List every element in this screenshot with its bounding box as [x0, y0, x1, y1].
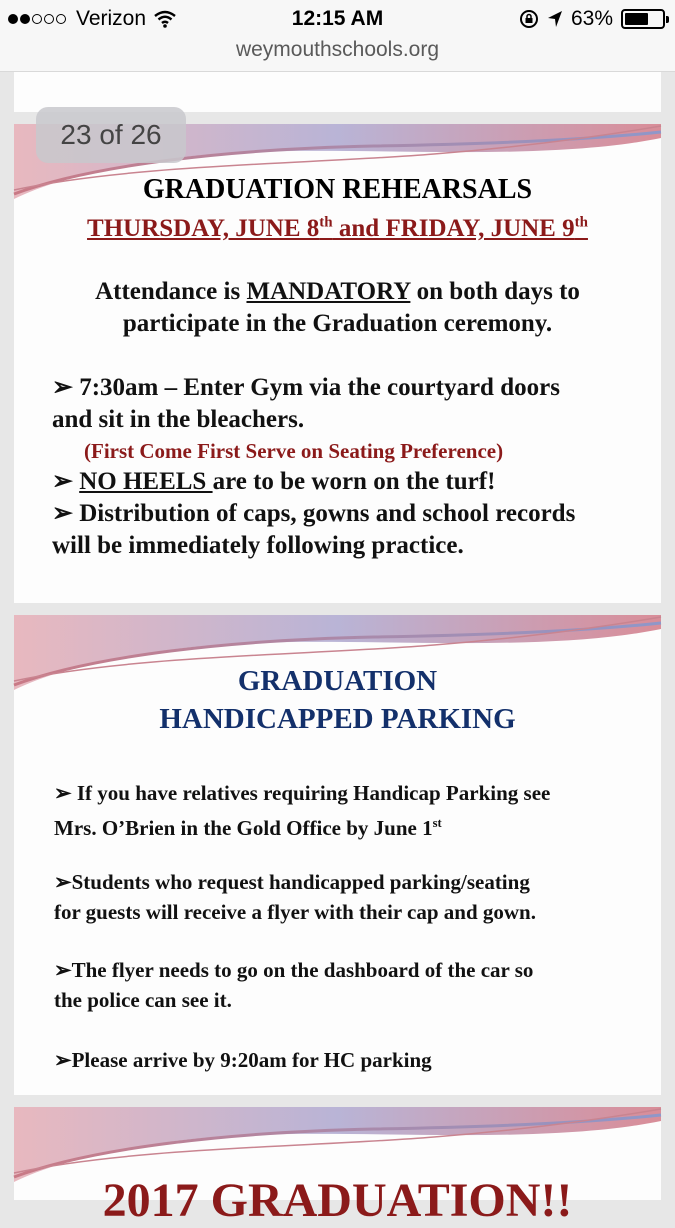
parking-item-2-line1: ➢Students who request handicapped parking/seating [54, 870, 530, 894]
bullet-distribution-line2: will be immediately following practice. [52, 532, 464, 559]
parking-item-1 [54, 778, 654, 843]
carrier-name: Verizon [76, 7, 147, 30]
parking-item-2 [54, 867, 654, 927]
rotation-lock-icon [519, 9, 539, 29]
mandatory-word: MANDATORY [246, 278, 411, 305]
bullet-distribution-line1: ➢ Distribution of caps, gowns and school records [52, 500, 576, 527]
slide-handicapped-parking[interactable] [14, 615, 661, 1095]
slide-graduation[interactable] [14, 1107, 661, 1227]
battery-fill [625, 13, 648, 25]
attendance-suffix: on both days to [410, 278, 580, 305]
attendance-prefix: Attendance is [95, 278, 247, 305]
parking-title-line1: GRADUATION [237, 665, 438, 697]
parking-item-4: ➢Please arrive by 9:20am for HC parking [54, 1048, 432, 1072]
date-thursday-suffix: th [319, 214, 333, 231]
bullet-list [52, 372, 657, 562]
rehearsal-title: GRADUATION REHEARSALS [142, 174, 533, 205]
rehearsal-dates [14, 212, 661, 244]
parking-item-3 [54, 955, 654, 1015]
date-thursday: THURSDAY, JUNE 8 [87, 215, 320, 242]
battery-percent: 63% [570, 7, 613, 30]
parking-item-1-line1: ➢ If you have relatives requiring Handicap Parking see [54, 781, 551, 805]
url-bar[interactable] [0, 38, 675, 72]
parking-item-2-line2: for guests will receive a flyer with their cap and gown. [54, 900, 536, 924]
parking-item-1-line2: Mrs. O’Brien in the Gold Office by June 1 [54, 816, 433, 840]
slide-counter: 23 of 26 [36, 107, 186, 163]
attendance-line2: participate in the Graduation ceremony. [122, 310, 553, 337]
slide-rehearsals[interactable] [14, 124, 661, 603]
slide-previous [14, 72, 661, 112]
battery-icon [621, 9, 665, 29]
status-bar [0, 0, 675, 38]
url-text[interactable]: weymouthschools.org [235, 38, 440, 61]
status-right [511, 7, 665, 31]
bullet-heels [52, 466, 657, 498]
attendance-note [14, 276, 661, 340]
seating-note: (First Come First Serve on Seating Preference) [84, 439, 504, 463]
rehearsal-date-text [87, 215, 588, 242]
heels-rest-text: are to be worn on the turf! [212, 468, 496, 495]
bullet-gym-line1: ➢ 7:30am – Enter Gym via the courtyard doors [52, 374, 560, 401]
parking-title-line2: HANDICAPPED PARKING [159, 703, 516, 735]
location-arrow-icon [547, 10, 563, 28]
status-time: 12:15 AM [291, 7, 384, 30]
parking-item-3-line2: the police can see it. [54, 988, 232, 1012]
bullet-gym-line2: and sit in the bleachers. [52, 406, 305, 433]
date-friday: and FRIDAY, JUNE 9 [332, 215, 575, 242]
parking-item-3-line1: ➢The flyer needs to go on the dashboard of the car so [54, 958, 534, 982]
date-friday-suffix: th [574, 214, 588, 231]
bullet-arrow: ➢ [52, 468, 80, 495]
graduation-title: 2017 GRADUATION!! [102, 1174, 573, 1227]
no-heels-text: NO HEELS [79, 468, 213, 495]
date-suffix: st [432, 816, 442, 830]
